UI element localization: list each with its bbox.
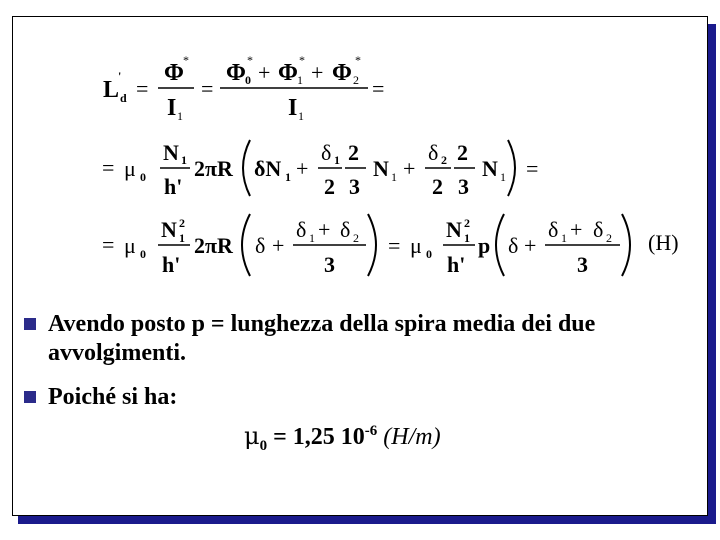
svg-text:N: N: [163, 140, 179, 165]
svg-text:2: 2: [324, 174, 335, 199]
bullet-text-2: Poiché si ha:: [48, 384, 178, 410]
svg-text:2: 2: [464, 216, 470, 230]
svg-text:*: *: [247, 53, 253, 67]
svg-text:+: +: [524, 233, 537, 258]
svg-text:δ: δ: [593, 217, 604, 242]
svg-text:3: 3: [577, 252, 588, 277]
svg-text:1: 1: [177, 109, 183, 123]
svg-text:N: N: [482, 156, 498, 181]
svg-text:δ: δ: [548, 217, 559, 242]
svg-text:N: N: [161, 217, 177, 242]
mu-symbol: μ: [244, 422, 260, 450]
svg-text:2πR: 2πR: [194, 233, 233, 258]
svg-text:2: 2: [179, 216, 185, 230]
svg-text:1: 1: [179, 231, 185, 245]
svg-text:δ: δ: [508, 233, 519, 258]
mu-subscript: 0: [259, 437, 268, 454]
svg-text:δ: δ: [428, 140, 439, 165]
svg-text:1: 1: [181, 153, 187, 167]
svg-text:2: 2: [432, 174, 443, 199]
svg-text:*: *: [355, 53, 361, 67]
svg-text:μ: μ: [124, 233, 136, 258]
svg-text:h': h': [162, 252, 181, 277]
svg-text:δ: δ: [255, 233, 266, 258]
svg-text:1: 1: [500, 170, 506, 184]
svg-text:Φ: Φ: [164, 60, 184, 86]
svg-text:+: +: [570, 217, 583, 242]
equation-unit: (H): [648, 230, 679, 255]
svg-text:δ: δ: [321, 140, 332, 165]
svg-text:N: N: [446, 217, 462, 242]
svg-text:2πR: 2πR: [194, 156, 233, 181]
svg-text:0: 0: [426, 247, 432, 261]
svg-text:1: 1: [297, 73, 303, 87]
svg-text:=: =: [372, 76, 385, 101]
svg-text:L: L: [103, 77, 120, 103]
svg-text:3: 3: [458, 174, 469, 199]
svg-text:2: 2: [606, 231, 612, 245]
svg-text:N: N: [373, 156, 389, 181]
mu0-formula: [244, 422, 441, 455]
svg-text:+: +: [311, 60, 324, 85]
svg-text:=: =: [388, 233, 401, 258]
svg-text:I: I: [167, 95, 177, 121]
svg-text:3: 3: [324, 252, 335, 277]
svg-text:=: =: [102, 155, 115, 180]
svg-text:2: 2: [353, 231, 359, 245]
svg-text:1: 1: [334, 153, 340, 167]
equation-line-2: [102, 140, 538, 199]
svg-text:+: +: [272, 233, 285, 258]
svg-text:I: I: [288, 95, 298, 121]
equation-line-3: [102, 214, 679, 277]
svg-text:Φ: Φ: [332, 60, 352, 86]
svg-text:=: =: [526, 156, 539, 181]
bullet-marker-1: [24, 318, 36, 330]
svg-text:': ': [118, 69, 122, 83]
bullet-marker-2: [24, 391, 36, 403]
constant-value: = 1,25 10: [273, 424, 365, 450]
svg-text:h': h': [447, 252, 466, 277]
svg-text:=: =: [201, 76, 214, 101]
svg-text:p: p: [478, 233, 491, 258]
svg-text:h': h': [164, 174, 183, 199]
svg-text:2: 2: [457, 140, 468, 165]
svg-text:2: 2: [348, 140, 359, 165]
svg-text:2: 2: [353, 73, 359, 87]
svg-text:μ: μ: [124, 156, 136, 181]
svg-text:1: 1: [298, 109, 304, 123]
svg-text:δ: δ: [340, 217, 351, 242]
svg-text:1: 1: [464, 231, 470, 245]
svg-text:δ: δ: [296, 217, 307, 242]
svg-text:1: 1: [285, 170, 291, 184]
svg-text:d: d: [120, 91, 127, 105]
svg-text:+: +: [258, 60, 271, 85]
svg-text:+: +: [296, 156, 309, 181]
svg-text:=: =: [136, 76, 149, 101]
constant-exponent: -6: [364, 423, 378, 439]
svg-text:*: *: [183, 53, 189, 67]
svg-text:μ: μ: [410, 233, 422, 258]
svg-text:1: 1: [391, 170, 397, 184]
svg-text:*: *: [299, 53, 305, 67]
svg-text:0: 0: [245, 73, 251, 87]
constant-unit: (H/m): [383, 424, 441, 450]
svg-text:Φ: Φ: [226, 60, 246, 86]
svg-text:Φ: Φ: [278, 60, 298, 86]
svg-text:2: 2: [441, 153, 447, 167]
svg-text:1: 1: [561, 231, 567, 245]
svg-text:δN: δN: [254, 156, 282, 181]
bullet-text-1: Avendo posto p = lunghezza della spira media dei due avvolgimenti.: [48, 311, 596, 366]
equation-line-1: [103, 53, 384, 123]
svg-text:+: +: [318, 217, 331, 242]
svg-text:=: =: [102, 232, 115, 257]
svg-text:3: 3: [349, 174, 360, 199]
svg-text:+: +: [403, 156, 416, 181]
svg-text:1: 1: [309, 231, 315, 245]
svg-text:0: 0: [140, 247, 146, 261]
svg-text:0: 0: [140, 170, 146, 184]
